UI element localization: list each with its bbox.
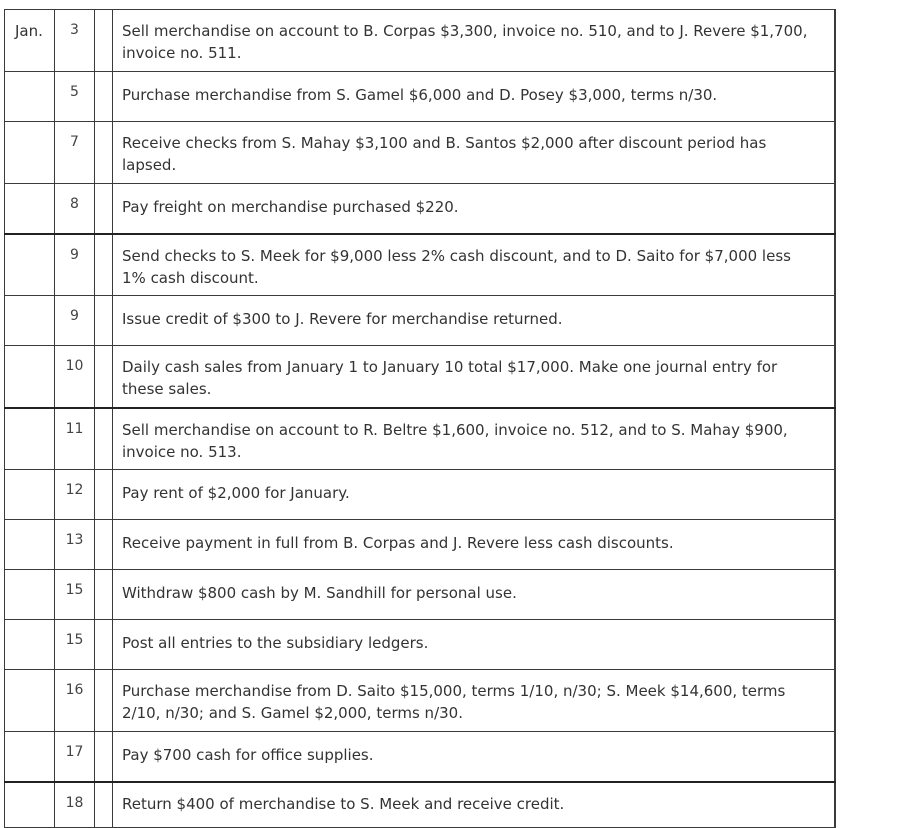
spacer-cell (95, 470, 113, 520)
spacer-cell (835, 470, 836, 520)
day-cell: 12 (55, 470, 95, 520)
day-cell: 13 (55, 520, 95, 570)
table-row (5, 570, 836, 620)
month-cell (5, 670, 55, 732)
table-row (5, 782, 836, 828)
spacer-cell (95, 732, 113, 782)
month-cell (5, 296, 55, 346)
description-cell: Issue credit of $300 to J. Revere for merchandise returned. (113, 296, 835, 346)
description-cell: Daily cash sales from January 1 to January 10 total $17,000. Make one journal entry for these sales. (113, 346, 835, 408)
day-cell: 5 (55, 72, 95, 122)
day-cell: 3 (55, 10, 95, 72)
table-row (5, 470, 836, 520)
month-cell (5, 570, 55, 620)
day-cell: 9 (55, 296, 95, 346)
spacer-cell (835, 346, 836, 408)
description-cell: Return $400 of merchandise to S. Meek and receive credit. (113, 782, 835, 828)
day-cell: 9 (55, 234, 95, 296)
month-cell (5, 408, 55, 470)
table-row (5, 346, 836, 408)
month-cell (5, 184, 55, 234)
description-cell: Sell merchandise on account to R. Beltre $1,600, invoice no. 512, and to S. Mahay $900, invoice no. 513. (113, 408, 835, 470)
day-cell: 18 (55, 782, 95, 828)
month-cell (5, 234, 55, 296)
day-cell: 7 (55, 122, 95, 184)
month-cell (5, 520, 55, 570)
spacer-cell (95, 782, 113, 828)
spacer-cell (835, 670, 836, 732)
day-cell: 16 (55, 670, 95, 732)
table-row (5, 732, 836, 782)
spacer-cell (95, 122, 113, 184)
spacer-cell (95, 408, 113, 470)
spacer-cell (835, 234, 836, 296)
table-row (5, 520, 836, 570)
spacer-cell (835, 10, 836, 72)
day-cell: 8 (55, 184, 95, 234)
spacer-cell (835, 782, 836, 828)
spacer-cell (835, 520, 836, 570)
month-cell (5, 782, 55, 828)
description-cell: Receive checks from S. Mahay $3,100 and B. Santos $2,000 after discount period has lapsed. (113, 122, 835, 184)
table-row (5, 72, 836, 122)
month-cell (5, 470, 55, 520)
description-cell: Pay freight on merchandise purchased $220. (113, 184, 835, 234)
spacer-cell (835, 620, 836, 670)
spacer-cell (95, 234, 113, 296)
table-row (5, 296, 836, 346)
transactions-table (4, 9, 836, 828)
description-cell: Send checks to S. Meek for $9,000 less 2% cash discount, and to D. Saito for $7,000 less 1% cash discount. (113, 234, 835, 296)
spacer-cell (95, 10, 113, 72)
description-cell: Pay rent of $2,000 for January. (113, 470, 835, 520)
day-cell: 15 (55, 620, 95, 670)
description-cell: Sell merchandise on account to B. Corpas $3,300, invoice no. 510, and to J. Revere $1,700, invoice no. 511. (113, 10, 835, 72)
day-cell: 15 (55, 570, 95, 620)
month-cell (5, 72, 55, 122)
spacer-cell (95, 346, 113, 408)
spacer-cell (835, 732, 836, 782)
description-cell: Purchase merchandise from S. Gamel $6,000 and D. Posey $3,000, terms n/30. (113, 72, 835, 122)
month-cell (5, 620, 55, 670)
table-row (5, 234, 836, 296)
month-cell (5, 346, 55, 408)
spacer-cell (835, 184, 836, 234)
table-row (5, 122, 836, 184)
spacer-cell (835, 296, 836, 346)
spacer-cell (835, 570, 836, 620)
table-row (5, 10, 836, 72)
day-cell: 10 (55, 346, 95, 408)
spacer-cell (95, 72, 113, 122)
spacer-cell (95, 520, 113, 570)
description-cell: Purchase merchandise from D. Saito $15,000, terms 1/10, n/30; S. Meek $14,600, terms 2/10, n/30; and S. Gamel $2,000, terms n/30. (113, 670, 835, 732)
table-row (5, 184, 836, 234)
month-cell: Jan. (5, 10, 55, 72)
description-cell: Post all entries to the subsidiary ledgers. (113, 620, 835, 670)
table-row (5, 408, 836, 470)
month-cell (5, 122, 55, 184)
spacer-cell (95, 570, 113, 620)
spacer-cell (95, 620, 113, 670)
description-cell: Receive payment in full from B. Corpas and J. Revere less cash discounts. (113, 520, 835, 570)
spacer-cell (95, 184, 113, 234)
spacer-cell (95, 670, 113, 732)
day-cell: 17 (55, 732, 95, 782)
description-cell: Withdraw $800 cash by M. Sandhill for personal use. (113, 570, 835, 620)
month-cell (5, 732, 55, 782)
spacer-cell (95, 296, 113, 346)
spacer-cell (835, 122, 836, 184)
table-row (5, 670, 836, 732)
day-cell: 11 (55, 408, 95, 470)
spacer-cell (835, 408, 836, 470)
description-cell: Pay $700 cash for office supplies. (113, 732, 835, 782)
table-row (5, 620, 836, 670)
spacer-cell (835, 72, 836, 122)
